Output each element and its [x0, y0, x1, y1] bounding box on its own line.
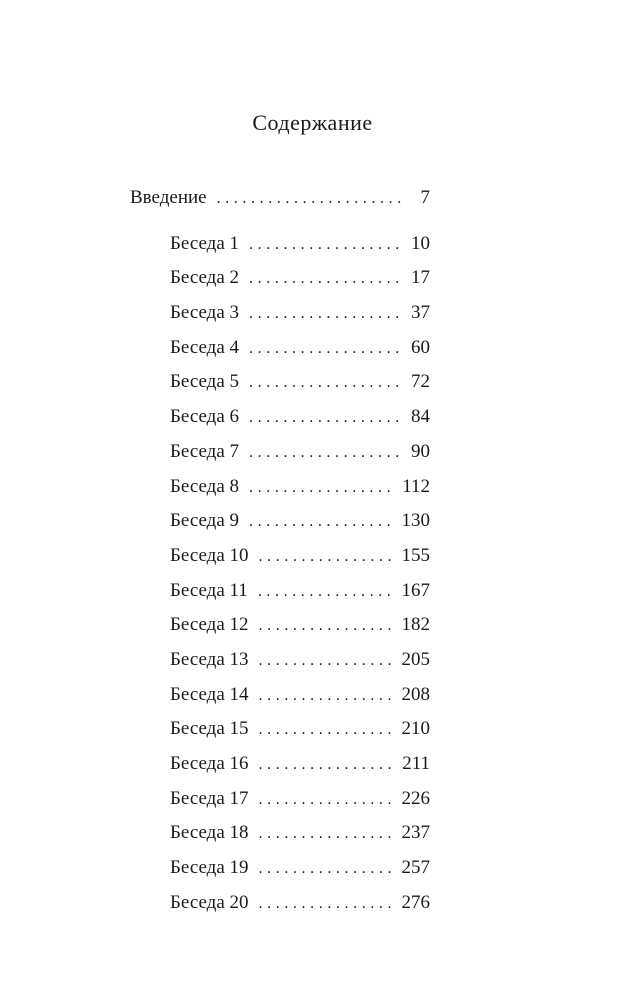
chapter-list [0, 227, 625, 921]
toc-entry-label: Беседа 6 [170, 406, 240, 428]
dot-leader [249, 471, 394, 506]
toc-entry-chapter-5 [170, 365, 430, 400]
toc-entry-chapter-3 [170, 296, 430, 331]
toc-entry-label: Беседа 20 [170, 891, 249, 913]
toc-entry-label: Беседа 5 [170, 371, 240, 393]
toc-entry-chapter-19 [170, 851, 430, 886]
toc-entry-page-number: 155 [401, 544, 430, 566]
section-gap [0, 216, 625, 227]
dot-leader [259, 852, 394, 887]
dot-leader [249, 228, 403, 263]
dot-leader [259, 679, 394, 714]
dot-leader [249, 436, 403, 471]
toc-entry-chapter-9 [170, 504, 430, 539]
toc-entry-label: Беседа 8 [170, 475, 240, 497]
dot-leader [259, 713, 394, 748]
dot-leader [249, 505, 393, 540]
toc-entry-page-number: 276 [401, 891, 430, 913]
toc-entry-label: Беседа 19 [170, 857, 249, 879]
toc-entry-label: Беседа 13 [170, 648, 249, 670]
dot-leader [259, 817, 394, 852]
toc-entry-page-number: 237 [401, 822, 430, 844]
toc-entry-label: Беседа 12 [170, 614, 249, 636]
toc-entry-page-number: 211 [402, 753, 430, 774]
toc-entry-chapter-1 [170, 227, 430, 262]
toc-entry-chapter-13 [170, 643, 430, 678]
toc-entry-page-number: 130 [401, 510, 430, 532]
toc-entry-chapter-10 [170, 539, 430, 574]
toc-entry-page-number: 210 [401, 718, 430, 740]
toc-entry-label: Беседа 16 [170, 753, 249, 774]
toc-entry-label: Беседа 4 [170, 336, 240, 358]
table-of-contents [0, 181, 625, 920]
toc-entry-label: Беседа 18 [170, 822, 249, 844]
toc-entry-page-number: 17 [411, 267, 430, 289]
dot-leader [259, 540, 394, 575]
toc-entry-label: Беседа 7 [170, 440, 240, 462]
dot-leader [249, 401, 403, 436]
toc-entry-label: Беседа 15 [170, 718, 249, 740]
toc-entry-label: Беседа 11 [170, 579, 248, 601]
toc-entry-page-number: 226 [401, 787, 430, 809]
toc-entry-page-number: 60 [411, 336, 430, 358]
toc-entry-chapter-20 [170, 886, 430, 921]
toc-entry-label: Беседа 1 [170, 232, 240, 254]
dot-leader [259, 783, 394, 818]
toc-entry-page-number: 7 [420, 187, 430, 208]
dot-leader [259, 644, 394, 679]
toc-entry-label: Беседа 2 [170, 267, 240, 289]
toc-entry-page-number: 84 [411, 406, 430, 428]
toc-entry-label: Введение [130, 187, 207, 208]
dot-leader [249, 297, 403, 332]
toc-entry-page-number: 182 [401, 614, 430, 636]
toc-entry-page-number: 205 [401, 648, 430, 670]
toc-entry-chapter-4 [170, 331, 430, 366]
toc-entry-label: Беседа 9 [170, 510, 240, 532]
toc-entry-label: Беседа 17 [170, 787, 249, 809]
toc-entry-page-number: 208 [401, 683, 430, 705]
dot-leader [217, 182, 404, 217]
toc-entry-chapter-11 [170, 574, 430, 609]
toc-entry-chapter-17 [170, 782, 430, 817]
dot-leader [259, 609, 394, 644]
dot-leader [258, 575, 394, 610]
toc-entry-chapter-6 [170, 400, 430, 435]
toc-entry-chapter-15 [170, 712, 430, 747]
dot-leader [259, 887, 394, 922]
toc-entry-label: Беседа 3 [170, 302, 240, 324]
toc-entry-page-number: 167 [401, 579, 430, 601]
toc-entry-chapter-14 [170, 678, 430, 713]
toc-entry-page-number: 257 [401, 857, 430, 879]
toc-entry-chapter-2 [170, 261, 430, 296]
toc-entry-page-number: 112 [402, 475, 430, 497]
dot-leader [249, 332, 403, 367]
toc-entry-intro [130, 181, 430, 216]
toc-entry-chapter-7 [170, 435, 430, 470]
toc-entry-label: Беседа 14 [170, 683, 249, 705]
toc-entry-chapter-12 [170, 608, 430, 643]
dot-leader [259, 748, 395, 783]
toc-entry-chapter-16 [170, 747, 430, 782]
dot-leader [249, 366, 403, 401]
toc-entry-chapter-8 [170, 470, 430, 505]
toc-entry-page-number: 10 [411, 232, 430, 254]
toc-entry-page-number: 37 [411, 302, 430, 324]
toc-entry-page-number: 90 [411, 440, 430, 462]
toc-entry-chapter-18 [170, 816, 430, 851]
toc-title: Содержание [252, 110, 373, 135]
toc-entry-label: Беседа 10 [170, 544, 249, 566]
toc-entry-page-number: 72 [411, 371, 430, 393]
dot-leader [249, 262, 403, 297]
